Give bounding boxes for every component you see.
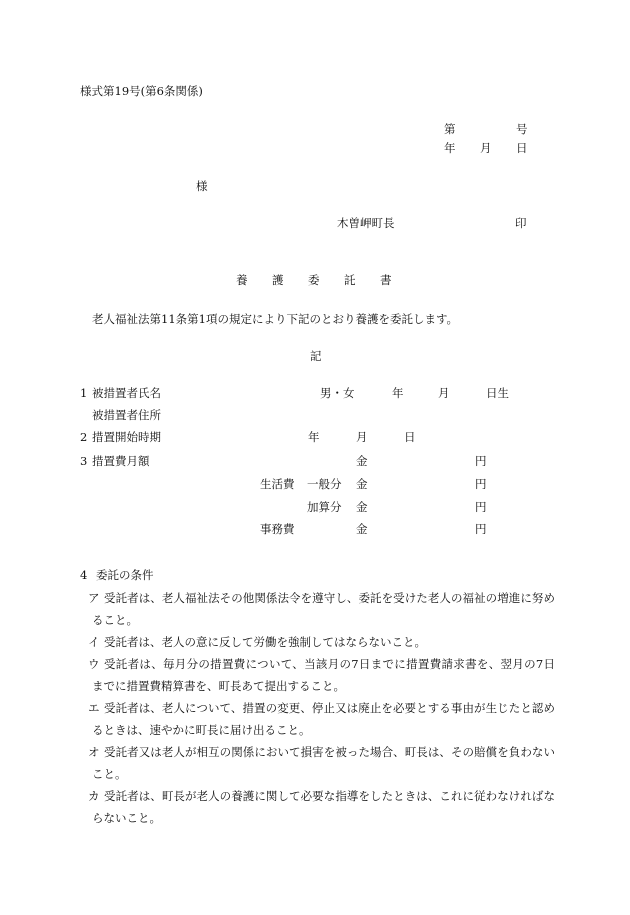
start-day: 日 [404, 430, 416, 444]
title-char: 護 [272, 273, 284, 287]
form-label: 様式第19号(第6条関係) [80, 84, 203, 98]
addition-kin: 金 [356, 500, 368, 514]
office-cost-label: 事務費 [260, 522, 295, 536]
title-char: 委 [308, 273, 320, 287]
addition-yen: 円 [475, 500, 487, 514]
condition-label: カ [88, 789, 100, 803]
date-year: 年 [444, 141, 456, 155]
addressee-suffix: 様 [196, 179, 208, 193]
condition-ka [80, 785, 555, 829]
item-2-number: 2 [80, 430, 88, 444]
condition-text: 受託者又は老人が相互の関係において損害を被った場合、町長は、その賠償を負わないこと。 [92, 745, 555, 781]
office-kin: 金 [356, 522, 368, 536]
title-char: 書 [380, 273, 392, 287]
total-kin: 金 [356, 454, 368, 468]
item-4-number: 4 [80, 568, 88, 582]
title-char: 養 [236, 273, 248, 287]
condition-text: 受託者は、毎月分の措置費について、当該月の7日までに措置費請求書を、翌月の7日までに措置費精算書を、町長あて提出すること。 [92, 657, 555, 693]
item-2-label: 措置開始時期 [92, 430, 161, 444]
addition-label: 加算分 [307, 500, 342, 514]
total-yen: 円 [475, 454, 487, 468]
start-year: 年 [308, 430, 320, 444]
address-label: 被措置者住所 [92, 408, 161, 422]
condition-i [80, 631, 555, 653]
condition-label: ウ [88, 657, 100, 671]
general-yen: 円 [475, 477, 487, 491]
birth-year: 年 [392, 386, 404, 400]
doc-number-suffix: 号 [516, 122, 528, 136]
condition-label: エ [88, 701, 100, 715]
birth-month: 月 [438, 386, 450, 400]
date-day: 日 [516, 141, 528, 155]
gender-choice: 男・女 [320, 386, 355, 400]
date-month: 月 [480, 141, 492, 155]
condition-e [80, 697, 555, 741]
conditions-heading: 委託の条件 [96, 568, 154, 582]
item-1-number: 1 [80, 386, 88, 400]
doc-number-prefix: 第 [444, 122, 456, 136]
condition-text: 受託者は、老人の意に反して労働を強制してはならないこと。 [104, 635, 426, 649]
condition-text: 受託者は、老人福祉法その他関係法令を遵守し、委託を受けた老人の福祉の増進に努めること。 [92, 591, 555, 627]
start-month: 月 [356, 430, 368, 444]
condition-u [80, 653, 555, 697]
seal-mark: 印 [515, 216, 527, 230]
ki-heading: 記 [310, 349, 322, 363]
living-cost-label: 生活費 [260, 477, 295, 491]
item-1-label: 被措置者氏名 [92, 386, 161, 400]
general-label: 一般分 [307, 477, 342, 491]
condition-o [80, 741, 555, 785]
birth-day: 日生 [486, 386, 509, 400]
title-char: 託 [344, 273, 356, 287]
item-3-label: 措置費月額 [92, 454, 150, 468]
office-yen: 円 [475, 522, 487, 536]
condition-label: オ [88, 745, 100, 759]
general-kin: 金 [356, 477, 368, 491]
condition-text: 受託者は、町長が老人の養護に関して必要な指導をしたときは、これに従わなければならないこと。 [92, 789, 555, 825]
condition-label: ア [88, 591, 100, 605]
condition-a [80, 587, 555, 631]
issuer-name: 木曽岬町長 [337, 216, 395, 230]
condition-text: 受託者は、老人について、措置の変更、停止又は廃止を必要とする事由が生じたと認めるときは、速やかに町長に届け出ること。 [92, 701, 555, 737]
item-3-number: 3 [80, 454, 88, 468]
condition-label: イ [88, 635, 100, 649]
intro-text: 老人福祉法第11条第1項の規定により下記のとおり養護を委託します。 [92, 312, 459, 326]
